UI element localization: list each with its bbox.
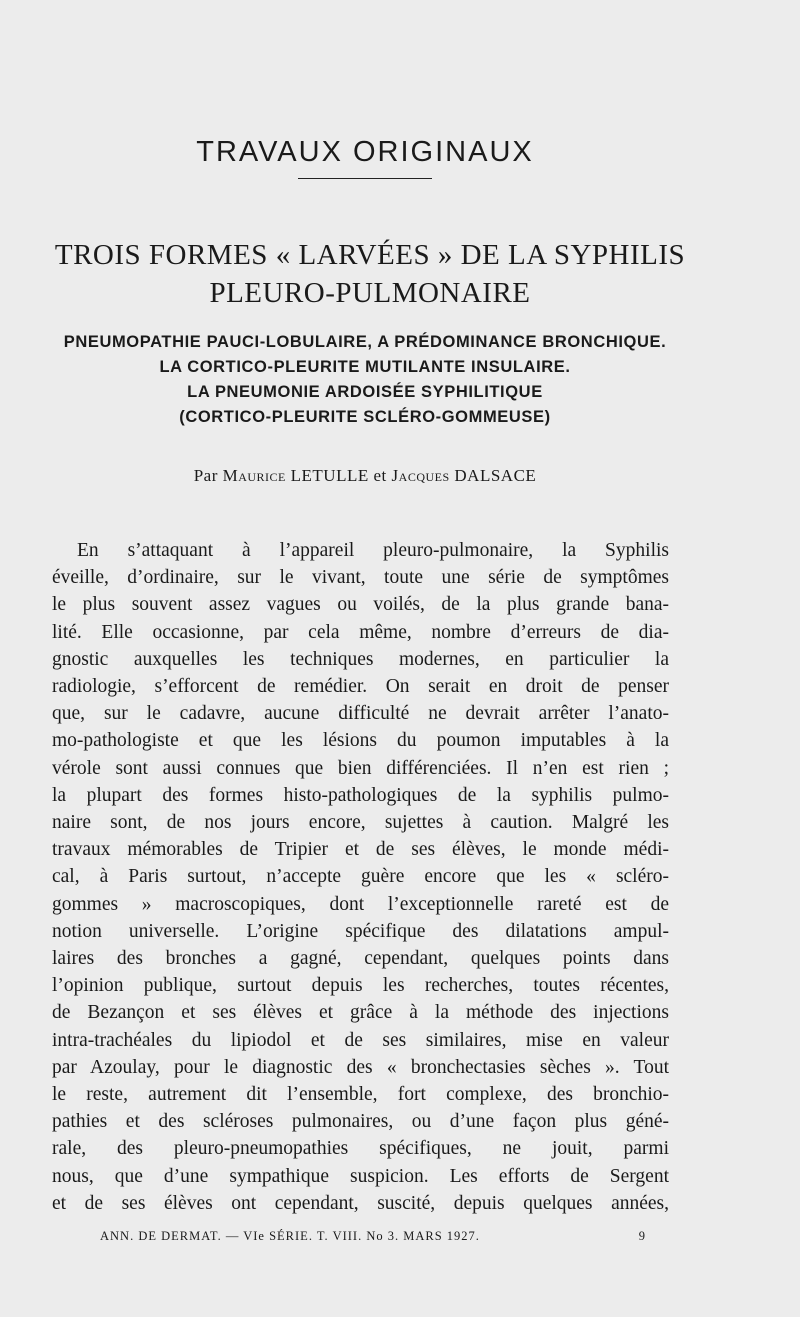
body-text-line: gommes » macroscopiques, dont l’exceptionnelle rareté est de (52, 893, 669, 915)
subtitle-line: LA CORTICO-PLEURITE MUTILANTE INSULAIRE. (159, 358, 571, 376)
author-byline (0, 466, 730, 486)
author2-last-name: DALSACE (454, 466, 537, 485)
author2-first-name: Jacques (391, 466, 450, 485)
body-text-line: laires des bronches a gagné, cependant, quelques points dans (52, 948, 669, 970)
subtitle-line: (CORTICO-PLEURITE SCLÉRO-GOMMEUSE) (179, 408, 551, 426)
subtitle-line: LA PNEUMONIE ARDOISÉE SYPHILITIQUE (187, 383, 543, 401)
journal-reference: ANN. DE DERMAT. — VIe SÉRIE. T. VIII. No 3. MARS 1927. (100, 1229, 480, 1243)
body-text-line: lité. Elle occasionne, par cela même, nombre d’erreurs de dia- (52, 621, 669, 643)
byline-prefix: Par (193, 466, 218, 485)
body-text-line: et de ses élèves ont cependant, suscité, depuis quelques années, (52, 1192, 669, 1214)
article-subtitle (0, 330, 730, 430)
body-text-line: nous, que d’une sympathique suspicion. Les efforts de Sergent (52, 1165, 669, 1187)
body-text-line: naire sont, de nos jours encore, sujettes à caution. Malgré les (52, 812, 669, 834)
heading-divider (298, 178, 432, 179)
body-text-line: intra-trachéales du lipiodol et de ses similaires, mise en valeur (52, 1029, 669, 1051)
body-text-line: la plupart des formes histo-pathologiques de la syphilis pulmo- (52, 784, 669, 806)
body-text-line: rale, des pleuro-pneumopathies spécifiques, ne jouit, parmi (52, 1138, 669, 1160)
body-text-line: mo-pathologiste et que les lésions du poumon imputables à la (52, 730, 669, 752)
page-footer (100, 1229, 646, 1244)
article-title-line: PLEURO-PULMONAIRE (209, 277, 531, 309)
author1-first-name: Maurice (222, 466, 286, 485)
body-text-line: radiologie, s’efforcent de remédier. On serait en droit de penser (52, 676, 669, 698)
byline-conjunction: et (373, 466, 387, 485)
subtitle-line: PNEUMOPATHIE PAUCI-LOBULAIRE, A PRÉDOMINANCE BRONCHIQUE. (63, 333, 667, 351)
body-text-line: éveille, d’ordinaire, sur le vivant, toute une série de symptômes (52, 567, 669, 589)
body-text-line: notion universelle. L’origine spécifique des dilatations ampul- (52, 920, 669, 942)
article-body (52, 537, 669, 1217)
body-text-line: gnostic auxquelles les techniques modernes, en particulier la (52, 648, 669, 670)
page-number: 9 (638, 1229, 646, 1243)
body-text-line: travaux mémorables de Tripier et de ses élèves, le monde médi- (52, 839, 669, 861)
body-text-line: En s’attaquant à l’appareil pleuro-pulmonaire, la Syphilis (77, 540, 669, 561)
body-text-line: l’opinion publique, surtout depuis les recherches, toutes récentes, (52, 975, 669, 997)
body-text-line: le reste, autrement dit l’ensemble, fort complexe, des bronchio- (52, 1084, 669, 1106)
body-text-line: de Bezançon et ses élèves et grâce à la méthode des injections (52, 1002, 669, 1024)
body-text-line: pathies et des scléroses pulmonaires, ou d’une façon plus géné- (52, 1111, 669, 1133)
body-text-line: par Azoulay, pour le diagnostic des « bronchectasies sèches ». Tout (52, 1056, 669, 1078)
article-title (30, 236, 710, 312)
section-heading: TRAVAUX ORIGINAUX (196, 136, 534, 168)
author1-last-name: LETULLE (290, 466, 369, 485)
body-text-line: cal, à Paris surtout, n’accepte guère encore que les « scléro- (52, 866, 669, 888)
article-title-line: TROIS FORMES « LARVÉES » DE LA SYPHILIS (54, 239, 686, 271)
body-text-line: le plus souvent assez vagues ou voilés, de la plus grande bana- (52, 594, 669, 616)
body-text-line: vérole sont aussi connues que bien différenciées. Il n’en est rien ; (52, 757, 669, 779)
body-text-line: que, sur le cadavre, aucune difficulté ne devrait arrêter l’anato- (52, 703, 669, 725)
